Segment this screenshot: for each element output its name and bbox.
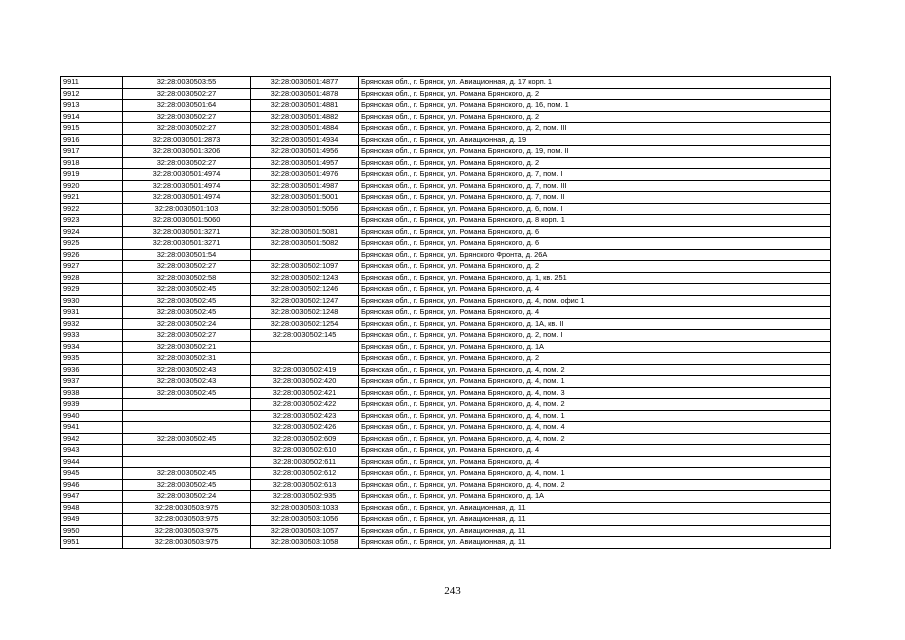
row-number-cell: 9914 [61,111,123,123]
address-cell: Брянская обл., г. Брянск, ул. Романа Брянского, д. 6, пом. I [359,203,831,215]
object-cadastral-number-cell: 32:28:0030502:423 [251,410,359,422]
row-number-cell: 9942 [61,433,123,445]
address-cell: Брянская обл., г. Брянск, ул. Романа Брянского, д. 4, пом. 2 [359,364,831,376]
table-row [61,353,831,365]
object-cadastral-number-cell: 32:28:0030502:420 [251,376,359,388]
object-cadastral-number-cell: 32:28:0030502:612 [251,468,359,480]
table-row [61,387,831,399]
object-cadastral-number-cell: 32:28:0030501:4884 [251,123,359,135]
land-parcel-cadastral-number-cell: 32:28:0030502:27 [123,88,251,100]
row-number-cell: 9926 [61,249,123,261]
row-number-cell: 9945 [61,468,123,480]
land-parcel-cadastral-number-cell: 32:28:0030502:45 [123,284,251,296]
land-parcel-cadastral-number-cell: 32:28:0030502:27 [123,111,251,123]
table-row [61,249,831,261]
row-number-cell: 9921 [61,192,123,204]
object-cadastral-number-cell: 32:28:0030501:5001 [251,192,359,204]
table-row [61,100,831,112]
address-cell: Брянская обл., г. Брянск, ул. Авиационная, д. 17 корп. 1 [359,77,831,89]
address-cell: Брянская обл., г. Брянск, ул. Романа Брянского, д. 1А [359,341,831,353]
land-parcel-cadastral-number-cell: 32:28:0030503:975 [123,502,251,514]
row-number-cell: 9940 [61,410,123,422]
land-parcel-cadastral-number-cell: 32:28:0030502:45 [123,307,251,319]
address-cell: Брянская обл., г. Брянск, ул. Романа Брянского, д. 4, пом. 2 [359,479,831,491]
object-cadastral-number-cell: 32:28:0030502:426 [251,422,359,434]
row-number-cell: 9915 [61,123,123,135]
table-row [61,295,831,307]
object-cadastral-number-cell: 32:28:0030502:1246 [251,284,359,296]
object-cadastral-number-cell: 32:28:0030502:1254 [251,318,359,330]
object-cadastral-number-cell: 32:28:0030502:611 [251,456,359,468]
object-cadastral-number-cell: 32:28:0030501:4881 [251,100,359,112]
table-row [61,123,831,135]
row-number-cell: 9932 [61,318,123,330]
address-cell: Брянская обл., г. Брянск, ул. Романа Брянского, д. 19, пом. II [359,146,831,158]
table-row [61,525,831,537]
table-row [61,445,831,457]
object-cadastral-number-cell: 32:28:0030502:422 [251,399,359,411]
row-number-cell: 9943 [61,445,123,457]
object-cadastral-number-cell: 32:28:0030503:1033 [251,502,359,514]
land-parcel-cadastral-number-cell: 32:28:0030501:3271 [123,226,251,238]
object-cadastral-number-cell: 32:28:0030501:4934 [251,134,359,146]
address-cell: Брянская обл., г. Брянск, ул. Романа Брянского, д. 4, пом. 3 [359,387,831,399]
row-number-cell: 9912 [61,88,123,100]
table-row [61,203,831,215]
land-parcel-cadastral-number-cell: 32:28:0030502:58 [123,272,251,284]
table-row [61,238,831,250]
address-cell: Брянская обл., г. Брянск, ул. Авиационная, д. 19 [359,134,831,146]
address-cell: Брянская обл., г. Брянск, ул. Романа Брянского, д. 4 [359,307,831,319]
address-cell: Брянская обл., г. Брянск, ул. Авиационная, д. 11 [359,502,831,514]
address-cell: Брянская обл., г. Брянск, ул. Романа Брянского, д. 1А [359,491,831,503]
row-number-cell: 9949 [61,514,123,526]
address-cell: Брянская обл., г. Брянск, ул. Романа Брянского, д. 16, пом. 1 [359,100,831,112]
row-number-cell: 9923 [61,215,123,227]
table-row [61,261,831,273]
land-parcel-cadastral-number-cell: 32:28:0030502:21 [123,341,251,353]
address-cell: Брянская обл., г. Брянск, ул. Романа Брянского, д. 6 [359,238,831,250]
land-parcel-cadastral-number-cell: 32:28:0030501:103 [123,203,251,215]
table-row [61,111,831,123]
land-parcel-cadastral-number-cell: 32:28:0030502:27 [123,123,251,135]
table-row [61,399,831,411]
address-cell: Брянская обл., г. Брянск, ул. Романа Брянского, д. 2 [359,353,831,365]
address-cell: Брянская обл., г. Брянск, ул. Романа Брянского, д. 7, пом. III [359,180,831,192]
address-cell: Брянская обл., г. Брянск, ул. Романа Брянского, д. 4, пом. 2 [359,399,831,411]
table-row [61,479,831,491]
object-cadastral-number-cell: 32:28:0030503:1056 [251,514,359,526]
row-number-cell: 9924 [61,226,123,238]
address-cell: Брянская обл., г. Брянск, ул. Романа Брянского, д. 2 [359,157,831,169]
row-number-cell: 9925 [61,238,123,250]
table-row [61,318,831,330]
table-row [61,307,831,319]
row-number-cell: 9944 [61,456,123,468]
address-cell: Брянская обл., г. Брянск, ул. Романа Брянского, д. 4, пом. 1 [359,468,831,480]
table-body [61,77,831,549]
object-cadastral-number-cell: 32:28:0030502:935 [251,491,359,503]
address-cell: Брянская обл., г. Брянск, ул. Романа Брянского, д. 6 [359,226,831,238]
land-parcel-cadastral-number-cell: 32:28:0030502:45 [123,387,251,399]
address-cell: Брянская обл., г. Брянск, ул. Романа Брянского, д. 2, пом. I [359,330,831,342]
object-cadastral-number-cell: 32:28:0030503:1057 [251,525,359,537]
row-number-cell: 9919 [61,169,123,181]
land-parcel-cadastral-number-cell: 32:28:0030503:55 [123,77,251,89]
land-parcel-cadastral-number-cell: 32:28:0030502:45 [123,468,251,480]
row-number-cell: 9946 [61,479,123,491]
table-row [61,537,831,549]
address-cell: Брянская обл., г. Брянск, ул. Романа Брянского, д. 1А, кв. II [359,318,831,330]
object-cadastral-number-cell: 32:28:0030501:4878 [251,88,359,100]
row-number-cell: 9922 [61,203,123,215]
land-parcel-cadastral-number-cell: 32:28:0030501:54 [123,249,251,261]
row-number-cell: 9931 [61,307,123,319]
object-cadastral-number-cell: 32:28:0030502:610 [251,445,359,457]
row-number-cell: 9937 [61,376,123,388]
table-row [61,456,831,468]
address-cell: Брянская обл., г. Брянск, ул. Романа Брянского, д. 2, пом. III [359,123,831,135]
table-row [61,88,831,100]
address-cell: Брянская обл., г. Брянск, ул. Романа Брянского, д. 4, пом. офис 1 [359,295,831,307]
row-number-cell: 9920 [61,180,123,192]
row-number-cell: 9951 [61,537,123,549]
land-parcel-cadastral-number-cell: 32:28:0030502:27 [123,330,251,342]
land-parcel-cadastral-number-cell: 32:28:0030502:24 [123,491,251,503]
table-row [61,376,831,388]
object-cadastral-number-cell [251,215,359,227]
land-parcel-cadastral-number-cell: 32:28:0030502:45 [123,433,251,445]
object-cadastral-number-cell: 32:28:0030502:609 [251,433,359,445]
object-cadastral-number-cell: 32:28:0030502:1248 [251,307,359,319]
land-parcel-cadastral-number-cell: 32:28:0030502:43 [123,376,251,388]
address-cell: Брянская обл., г. Брянск, ул. Романа Брянского, д. 8 корп. 1 [359,215,831,227]
address-cell: Брянская обл., г. Брянск, ул. Романа Брянского, д. 4, пом. 1 [359,410,831,422]
address-cell: Брянская обл., г. Брянск, ул. Авиационная, д. 11 [359,514,831,526]
cadastral-register-table [60,76,831,549]
land-parcel-cadastral-number-cell: 32:28:0030502:31 [123,353,251,365]
table-row [61,284,831,296]
address-cell: Брянская обл., г. Брянск, ул. Романа Брянского, д. 7, пом. I [359,169,831,181]
object-cadastral-number-cell: 32:28:0030501:4957 [251,157,359,169]
table-row [61,491,831,503]
table-row [61,169,831,181]
row-number-cell: 9934 [61,341,123,353]
table-row [61,157,831,169]
land-parcel-cadastral-number-cell: 32:28:0030502:43 [123,364,251,376]
table-row [61,215,831,227]
table-row [61,330,831,342]
land-parcel-cadastral-number-cell: 32:28:0030502:24 [123,318,251,330]
object-cadastral-number-cell: 32:28:0030502:145 [251,330,359,342]
object-cadastral-number-cell: 32:28:0030501:5056 [251,203,359,215]
table-row [61,422,831,434]
row-number-cell: 9930 [61,295,123,307]
table-row [61,77,831,89]
land-parcel-cadastral-number-cell [123,456,251,468]
land-parcel-cadastral-number-cell: 32:28:0030503:975 [123,537,251,549]
address-cell: Брянская обл., г. Брянск, ул. Романа Брянского, д. 4 [359,284,831,296]
row-number-cell: 9927 [61,261,123,273]
object-cadastral-number-cell [251,249,359,261]
address-cell: Брянская обл., г. Брянск, ул. Романа Брянского, д. 2 [359,261,831,273]
land-parcel-cadastral-number-cell: 32:28:0030501:5060 [123,215,251,227]
table-row [61,146,831,158]
object-cadastral-number-cell [251,341,359,353]
land-parcel-cadastral-number-cell: 32:28:0030501:2873 [123,134,251,146]
row-number-cell: 9917 [61,146,123,158]
row-number-cell: 9911 [61,77,123,89]
table-row [61,180,831,192]
table-row [61,433,831,445]
table-row [61,364,831,376]
land-parcel-cadastral-number-cell: 32:28:0030501:64 [123,100,251,112]
table-row [61,514,831,526]
object-cadastral-number-cell [251,353,359,365]
row-number-cell: 9948 [61,502,123,514]
land-parcel-cadastral-number-cell: 32:28:0030501:4974 [123,169,251,181]
object-cadastral-number-cell: 32:28:0030501:4877 [251,77,359,89]
row-number-cell: 9918 [61,157,123,169]
address-cell: Брянская обл., г. Брянск, ул. Авиационная, д. 11 [359,525,831,537]
address-cell: Брянская обл., г. Брянск, ул. Романа Брянского, д. 4 [359,456,831,468]
address-cell: Брянская обл., г. Брянск, ул. Романа Брянского, д. 2 [359,111,831,123]
address-cell: Брянская обл., г. Брянск, ул. Авиационная, д. 11 [359,537,831,549]
object-cadastral-number-cell: 32:28:0030501:5081 [251,226,359,238]
address-cell: Брянская обл., г. Брянск, ул. Романа Брянского, д. 4, пом. 2 [359,433,831,445]
object-cadastral-number-cell: 32:28:0030502:1243 [251,272,359,284]
row-number-cell: 9938 [61,387,123,399]
land-parcel-cadastral-number-cell: 32:28:0030501:4974 [123,192,251,204]
table-row [61,226,831,238]
row-number-cell: 9941 [61,422,123,434]
address-cell: Брянская обл., г. Брянск, ул. Брянского Фронта, д. 26А [359,249,831,261]
land-parcel-cadastral-number-cell: 32:28:0030502:45 [123,479,251,491]
object-cadastral-number-cell: 32:28:0030502:419 [251,364,359,376]
object-cadastral-number-cell: 32:28:0030502:1247 [251,295,359,307]
address-cell: Брянская обл., г. Брянск, ул. Романа Брянского, д. 4, пом. 1 [359,376,831,388]
land-parcel-cadastral-number-cell: 32:28:0030502:27 [123,157,251,169]
page-number: 243 [444,585,461,597]
address-cell: Брянская обл., г. Брянск, ул. Романа Брянского, д. 4 [359,445,831,457]
object-cadastral-number-cell: 32:28:0030501:5082 [251,238,359,250]
address-cell: Брянская обл., г. Брянск, ул. Романа Брянского, д. 1, кв. 251 [359,272,831,284]
row-number-cell: 9935 [61,353,123,365]
row-number-cell: 9933 [61,330,123,342]
row-number-cell: 9913 [61,100,123,112]
row-number-cell: 9928 [61,272,123,284]
object-cadastral-number-cell: 32:28:0030501:4987 [251,180,359,192]
object-cadastral-number-cell: 32:28:0030501:4956 [251,146,359,158]
table-row [61,341,831,353]
table-row [61,272,831,284]
object-cadastral-number-cell: 32:28:0030501:4882 [251,111,359,123]
land-parcel-cadastral-number-cell [123,399,251,411]
object-cadastral-number-cell: 32:28:0030502:421 [251,387,359,399]
row-number-cell: 9947 [61,491,123,503]
land-parcel-cadastral-number-cell [123,410,251,422]
row-number-cell: 9939 [61,399,123,411]
row-number-cell: 9916 [61,134,123,146]
object-cadastral-number-cell: 32:28:0030501:4976 [251,169,359,181]
address-cell: Брянская обл., г. Брянск, ул. Романа Брянского, д. 4, пом. 4 [359,422,831,434]
table-row [61,502,831,514]
row-number-cell: 9950 [61,525,123,537]
land-parcel-cadastral-number-cell: 32:28:0030502:27 [123,261,251,273]
land-parcel-cadastral-number-cell: 32:28:0030503:975 [123,514,251,526]
row-number-cell: 9936 [61,364,123,376]
table-row [61,410,831,422]
land-parcel-cadastral-number-cell: 32:28:0030501:4974 [123,180,251,192]
table-row [61,134,831,146]
object-cadastral-number-cell: 32:28:0030502:613 [251,479,359,491]
table-row [61,468,831,480]
land-parcel-cadastral-number-cell: 32:28:0030501:3271 [123,238,251,250]
land-parcel-cadastral-number-cell: 32:28:0030501:3206 [123,146,251,158]
land-parcel-cadastral-number-cell [123,422,251,434]
address-cell: Брянская обл., г. Брянск, ул. Романа Брянского, д. 2 [359,88,831,100]
address-cell: Брянская обл., г. Брянск, ул. Романа Брянского, д. 7, пом. II [359,192,831,204]
land-parcel-cadastral-number-cell: 32:28:0030502:45 [123,295,251,307]
object-cadastral-number-cell: 32:28:0030502:1097 [251,261,359,273]
object-cadastral-number-cell: 32:28:0030503:1058 [251,537,359,549]
land-parcel-cadastral-number-cell: 32:28:0030503:975 [123,525,251,537]
row-number-cell: 9929 [61,284,123,296]
land-parcel-cadastral-number-cell [123,445,251,457]
table-row [61,192,831,204]
